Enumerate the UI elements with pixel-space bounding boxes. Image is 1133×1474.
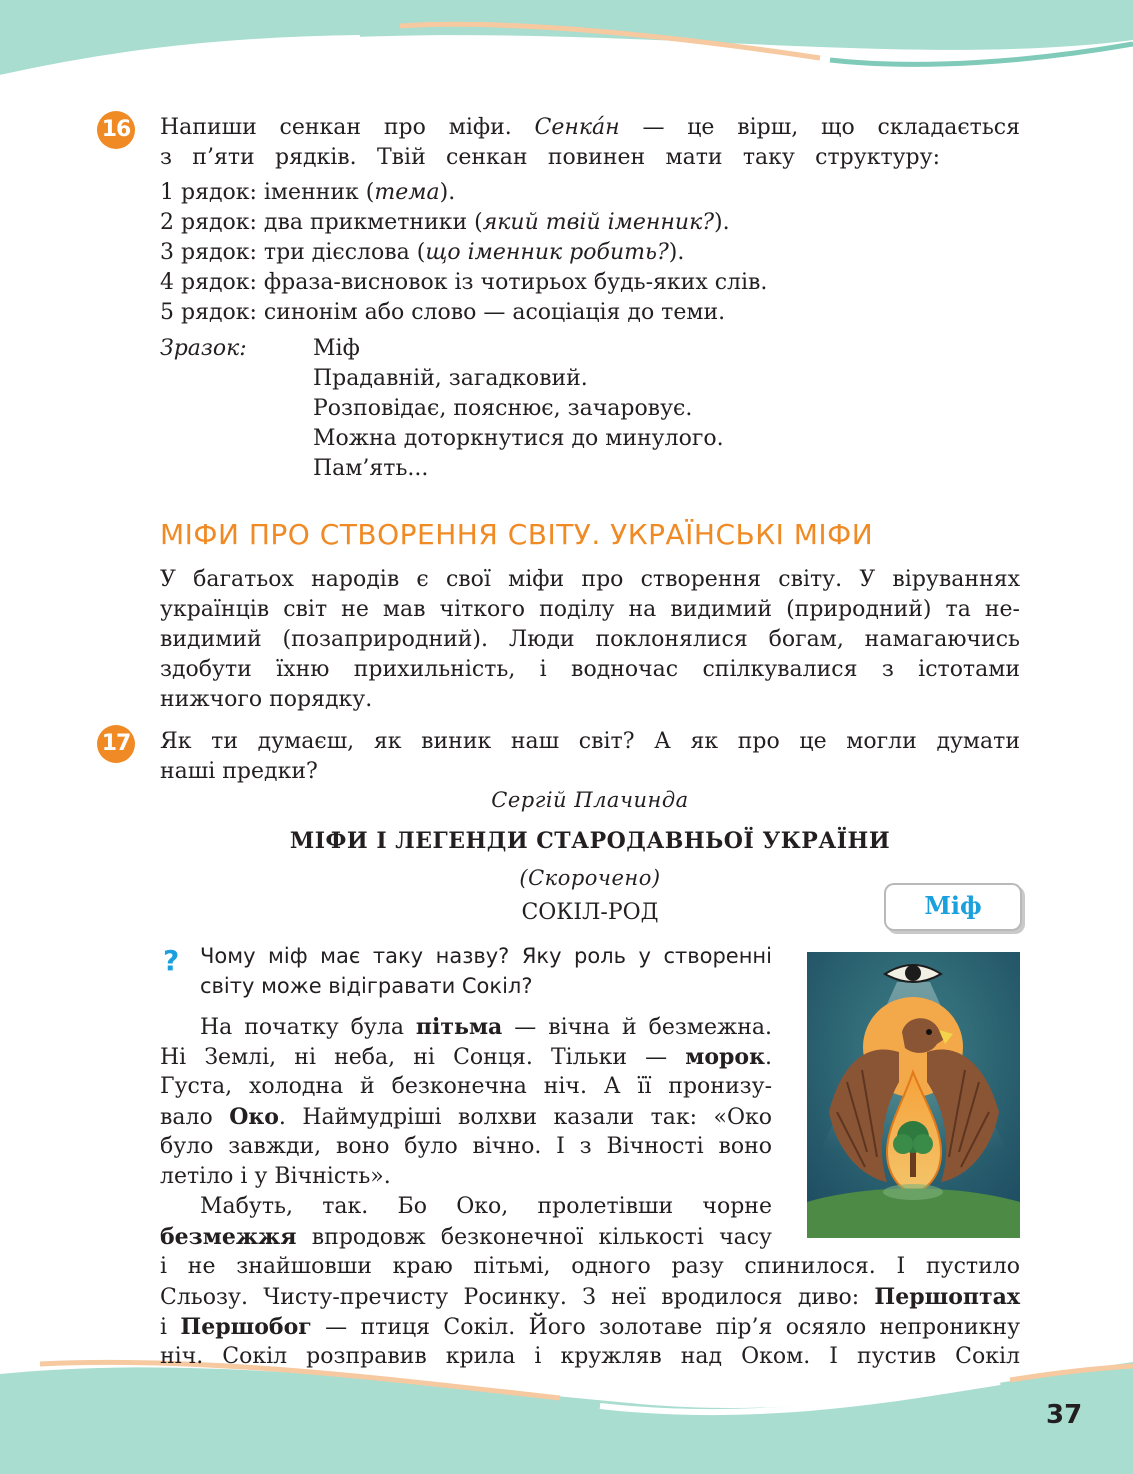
section-paragraph-line: видимий (позаприродний). Люди поклонялися богам, намагаючись [160,627,1020,652]
story-line: і не знайшовши краю пітьмі, одного разу спинилося. І пустило [160,1254,1020,1279]
sample-label: Зразок: [160,336,247,361]
sample-line: Розповідає, пояснює, зачаровує. [313,396,693,421]
task16-line-2: з п’яти рядків. Твій сенкан повинен мати таку структуру: [160,145,940,170]
sample-line: Прадавній, загадковий. [313,366,588,391]
structure-row: 4 рядок: фраза-висновок із чотирьох будь-яких слів. [160,270,768,295]
reading-title: МІФИ І ЛЕГЕНДИ СТАРОДАВНЬОЇ УКРАЇНИ [289,828,891,854]
bottom-decorative-band [0,1354,1133,1474]
falcon-illustration [807,952,1020,1238]
sample-line: Пам’ять... [313,456,429,481]
task17-line-2: наші предки? [160,759,318,784]
story-line: було завжди, воно було вічно. І з Вічності воно [160,1134,772,1159]
task-number-badge: 17 [97,725,135,763]
structure-row: 5 рядок: синонім або слово — асоціація до теми. [160,300,726,325]
genre-tag: Міф [884,883,1022,931]
structure-row: 3 рядок: три дієслова (що іменник робить?). [160,240,685,265]
story-line: Ні Землі, ні неба, ні Сонця. Тільки — морок. [160,1044,772,1070]
task-number-badge: 16 [97,111,135,149]
section-paragraph-line: здобути їхню прихильність, і водночас спілкувалися з істотами [160,657,1020,682]
page-number: 37 [1046,1400,1083,1430]
story-line: Сльозу. Чисту-пречисту Росинку. З неї вродилося диво: Першоптах [160,1284,1020,1310]
section-paragraph-line: українців світ не мав чіткого поділу на видимий (природний) та не- [160,597,1020,622]
question-line: Чому міф має таку назву? Яку роль у створенні [200,944,772,968]
abridged-note: (Скорочено) [519,866,661,890]
question-line: світу може відігравати Сокіл? [200,974,533,998]
story-line: вало Око. Наймудріші волхви казали так: «Око [160,1104,772,1130]
story-line: і Першобог — птиця Сокіл. Його золотаве пір’я осяяло непроникну [160,1314,1021,1340]
story-line: На початку була пітьма — вічна й безмежна. [200,1014,772,1040]
story-line: Мабуть, так. Бо Око, пролетівши чорне [200,1194,772,1219]
sample-line: Міф [313,336,360,361]
term-senkan: Сенка́н [534,115,620,140]
section-heading: МІФИ ПРО СТВОРЕННЯ СВІТУ. УКРАЇНСЬКІ МІФИ [160,518,874,551]
question-icon: ? [163,944,180,977]
task17-line-1: Як ти думаєш, як виник наш світ? А як про це могли думати [160,729,1020,754]
section-paragraph-line: У багатьох народів є свої міфи про створення світу. У віруваннях [160,567,1020,592]
story-line: ніч. Сокіл розправив крила і кружляв над Оком. І пустив Сокіл [160,1344,1020,1369]
structure-row: 1 рядок: іменник (тема). [160,180,456,205]
section-paragraph-line: нижчого порядку. [160,687,373,712]
structure-row: 2 рядок: два прикметники (який твій іменник?). [160,210,730,235]
top-decorative-band [0,0,1133,90]
story-subtitle: СОКІЛ-РОД [521,900,659,925]
task16-line-1: Напиши сенкан про міфи. Сенка́н — це вірш, що складається [160,115,1021,140]
story-line: безмежжя впродовж безконечної кількості часу [160,1224,772,1250]
story-line: Густа, холодна й безконечна ніч. А її пронизу- [160,1074,772,1099]
story-line: летіло і у Вічність». [160,1164,391,1189]
author-name: Сергій Плачинда [491,788,689,812]
sample-line: Можна доторкнутися до минулого. [313,426,724,451]
